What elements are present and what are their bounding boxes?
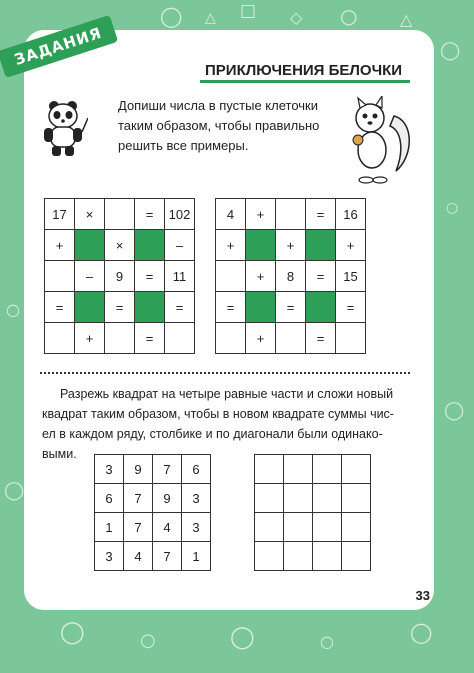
- square-filled-cell: 3: [182, 484, 211, 513]
- grid-right-cell: 4: [216, 199, 246, 230]
- square-filled-cell: 4: [124, 542, 153, 571]
- square-empty-row: [255, 542, 371, 571]
- grid-left-row: [45, 323, 195, 354]
- square-filled-cell: 1: [95, 513, 124, 542]
- grid-left-shaded-cell: [135, 230, 165, 261]
- square-empty-empty-cell[interactable]: [284, 455, 313, 484]
- task2-instruction: [42, 384, 394, 464]
- square-filled-cell: 7: [124, 513, 153, 542]
- square-filled-cell: 3: [95, 455, 124, 484]
- grid-left-shaded-cell: [135, 292, 165, 323]
- section-divider: [40, 372, 410, 374]
- crossnumber-grid-left: [44, 198, 195, 354]
- square-empty-empty-cell[interactable]: [284, 542, 313, 571]
- title-underline: [200, 80, 410, 83]
- grid-left-cell: 9: [105, 261, 135, 292]
- square-empty-empty-cell[interactable]: [342, 484, 371, 513]
- grid-right-cell: =: [336, 292, 366, 323]
- grid-right-row: [216, 323, 366, 354]
- square-empty-empty-cell[interactable]: [313, 455, 342, 484]
- grid-right-cell: +: [246, 199, 276, 230]
- square-empty-empty-cell[interactable]: [313, 513, 342, 542]
- grid-left-cell: ×: [75, 199, 105, 230]
- section-tag-label: ЗАДАНИЯ: [12, 23, 105, 69]
- grid-left-shaded-cell: [75, 292, 105, 323]
- square-filled-cell: 3: [182, 513, 211, 542]
- grid-right-cell: 16: [336, 199, 366, 230]
- grid-left-cell: =: [135, 323, 165, 354]
- task2-line-2: квадрат таким образом, чтобы в новом квадрате суммы чис-: [42, 407, 394, 421]
- grid-right-shaded-cell: [246, 292, 276, 323]
- grid-left-cell: –: [75, 261, 105, 292]
- grid-left-row: [45, 261, 195, 292]
- grid-right-cell: +: [246, 323, 276, 354]
- grid-right-row: [216, 261, 366, 292]
- square-empty-empty-cell[interactable]: [255, 513, 284, 542]
- grid-left-empty-cell[interactable]: [165, 323, 195, 354]
- square-empty-empty-cell[interactable]: [342, 542, 371, 571]
- square-empty-empty-cell[interactable]: [255, 542, 284, 571]
- grid-left-cell: =: [45, 292, 75, 323]
- grid-right-cell: =: [306, 261, 336, 292]
- grid-right-row: [216, 199, 366, 230]
- grid-left-cell: +: [45, 230, 75, 261]
- square-filled-cell: 9: [124, 455, 153, 484]
- square-filled-cell: 9: [153, 484, 182, 513]
- grid-right-shaded-cell: [306, 230, 336, 261]
- magic-square-filled: [94, 454, 211, 571]
- square-empty-empty-cell[interactable]: [342, 455, 371, 484]
- grid-right-cell: +: [336, 230, 366, 261]
- grid-left-cell: ×: [105, 230, 135, 261]
- grid-left-cell: =: [105, 292, 135, 323]
- task1-instruction: [118, 96, 319, 156]
- square-empty-empty-cell[interactable]: [284, 484, 313, 513]
- grid-right-cell: =: [306, 323, 336, 354]
- grid-right-row: [216, 230, 366, 261]
- grid-right-cell: 8: [276, 261, 306, 292]
- square-filled-row: [95, 542, 211, 571]
- grid-left-shaded-cell: [75, 230, 105, 261]
- square-filled-cell: 4: [153, 513, 182, 542]
- square-filled-cell: 1: [182, 542, 211, 571]
- task1-line-2: таким образом, чтобы правильно: [118, 118, 320, 133]
- square-filled-cell: 3: [95, 542, 124, 571]
- grid-left-empty-cell[interactable]: [45, 323, 75, 354]
- grid-left-row: [45, 292, 195, 323]
- grid-left-row: [45, 199, 195, 230]
- square-empty-empty-cell[interactable]: [255, 455, 284, 484]
- grid-right-shaded-cell: [246, 230, 276, 261]
- grid-left-cell: =: [135, 261, 165, 292]
- grid-right-cell: +: [216, 230, 246, 261]
- grid-right-empty-cell[interactable]: [276, 199, 306, 230]
- square-empty-empty-cell[interactable]: [313, 542, 342, 571]
- grid-right-shaded-cell: [306, 292, 336, 323]
- grid-right-empty-cell[interactable]: [216, 261, 246, 292]
- grid-right-cell: =: [216, 292, 246, 323]
- square-empty-row: [255, 484, 371, 513]
- square-empty-row: [255, 455, 371, 484]
- squirrel-icon: [344, 96, 414, 186]
- grid-left-cell: 17: [45, 199, 75, 230]
- grid-right-empty-cell[interactable]: [336, 323, 366, 354]
- page-title: ПРИКЛЮЧЕНИЯ БЕЛОЧКИ: [205, 62, 403, 79]
- task1-line-1: Допиши числа в пустые клеточки: [118, 98, 318, 113]
- square-filled-row: [95, 513, 211, 542]
- square-filled-cell: 7: [153, 542, 182, 571]
- square-filled-cell: 7: [124, 484, 153, 513]
- panda-icon: [38, 98, 88, 158]
- square-filled-cell: 6: [182, 455, 211, 484]
- grid-left-cell: +: [75, 323, 105, 354]
- grid-left-cell: =: [165, 292, 195, 323]
- square-filled-row: [95, 484, 211, 513]
- square-filled-cell: 6: [95, 484, 124, 513]
- square-filled-row: [95, 455, 211, 484]
- page-number: 33: [415, 588, 430, 603]
- task2-line-4: выми.: [42, 447, 77, 461]
- grid-left-empty-cell[interactable]: [45, 261, 75, 292]
- square-empty-empty-cell[interactable]: [313, 484, 342, 513]
- grid-left-cell: =: [135, 199, 165, 230]
- task1-line-3: решить все примеры.: [118, 138, 249, 153]
- grid-right-cell: =: [306, 199, 336, 230]
- grid-left-cell: –: [165, 230, 195, 261]
- square-empty-empty-cell[interactable]: [255, 484, 284, 513]
- square-empty-empty-cell[interactable]: [284, 513, 313, 542]
- grid-right-empty-cell[interactable]: [276, 323, 306, 354]
- task2-line-1: Разрежь квадрат на четыре равные части и сложи новый: [60, 387, 394, 401]
- grid-right-cell: =: [276, 292, 306, 323]
- square-filled-cell: 7: [153, 455, 182, 484]
- crossnumber-grid-right: [215, 198, 366, 354]
- grid-right-row: [216, 292, 366, 323]
- grid-right-cell: +: [276, 230, 306, 261]
- task2-line-3: ел в каждом ряду, столбике и по диагонали были одинако-: [42, 427, 383, 441]
- square-empty-row: [255, 513, 371, 542]
- grid-right-cell: +: [246, 261, 276, 292]
- grid-left-cell: 102: [165, 199, 195, 230]
- grid-right-empty-cell[interactable]: [216, 323, 246, 354]
- grid-left-empty-cell[interactable]: [105, 323, 135, 354]
- grid-left-cell: 11: [165, 261, 195, 292]
- magic-square-empty[interactable]: [254, 454, 371, 571]
- grid-right-cell: 15: [336, 261, 366, 292]
- grid-left-row: [45, 230, 195, 261]
- grid-left-empty-cell[interactable]: [105, 199, 135, 230]
- square-empty-empty-cell[interactable]: [342, 513, 371, 542]
